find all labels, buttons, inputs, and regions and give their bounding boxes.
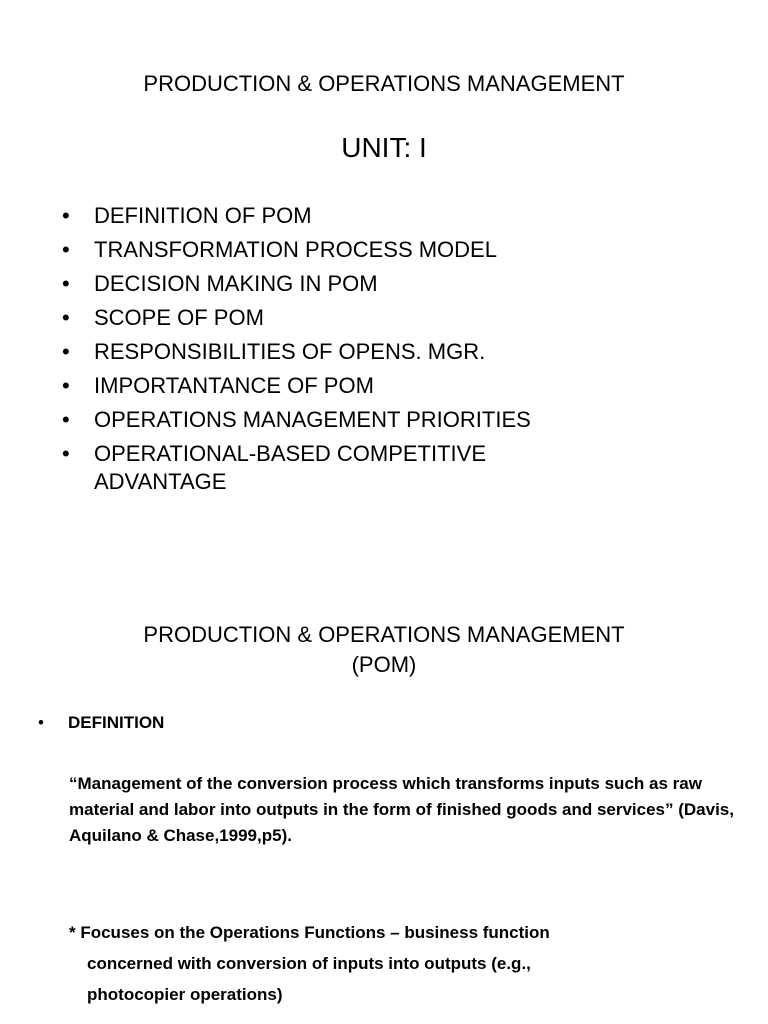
topic-label: RESPONSIBILITIES OF OPENS. MGR.	[94, 339, 486, 364]
focus-line: * Focuses on the Operations Functions – business function	[69, 923, 550, 942]
list-item	[62, 202, 622, 230]
list-item	[62, 270, 622, 298]
topic-label: TRANSFORMATION PROCESS MODEL	[94, 237, 497, 262]
definition-heading	[38, 711, 164, 735]
topic-label: OPERATIONAL-BASED COMPETITIVE ADVANTAGE	[94, 441, 486, 494]
topic-label: DEFINITION OF POM	[94, 203, 312, 228]
definition-quote: “Management of the conversion process which transforms inputs such as raw material and labor into outputs in the form of finished goods and services” (Davis, Aquilano & Chase,1999,p5).	[69, 774, 734, 845]
bullet-icon: •	[62, 305, 70, 330]
bullet-icon: •	[62, 271, 70, 296]
list-item	[62, 406, 622, 434]
bullet-icon: •	[38, 713, 44, 732]
list-item	[62, 372, 622, 400]
focus-note	[69, 917, 729, 1010]
unit-heading: UNIT: I	[341, 132, 427, 163]
bullet-icon: •	[62, 339, 70, 364]
slide-title-line1: PRODUCTION & OPERATIONS MANAGEMENT	[143, 622, 625, 647]
bullet-icon: •	[62, 441, 70, 466]
list-item	[62, 304, 622, 332]
focus-line: concerned with conversion of inputs into outputs (e.g.,	[87, 954, 531, 973]
bullet-icon: •	[62, 203, 70, 228]
bullet-icon: •	[62, 237, 70, 262]
slide-title-line2: (POM)	[351, 652, 417, 677]
topic-label: IMPORTANTANCE OF POM	[94, 373, 374, 398]
list-item	[62, 440, 594, 496]
slide-definition	[0, 560, 768, 1024]
list-item	[62, 236, 622, 264]
topic-label: OPERATIONS MANAGEMENT PRIORITIES	[94, 407, 531, 432]
slide-title	[0, 620, 768, 680]
topic-label: DECISION MAKING IN POM	[94, 271, 378, 296]
bullet-icon: •	[62, 407, 70, 432]
topic-label: SCOPE OF POM	[94, 305, 264, 330]
list-item	[62, 338, 622, 366]
focus-line: photocopier operations)	[87, 985, 283, 1004]
bullet-icon: •	[62, 373, 70, 398]
slide-title: PRODUCTION & OPERATIONS MANAGEMENT	[143, 71, 625, 96]
definition-label: DEFINITION	[68, 713, 165, 732]
topic-list	[62, 202, 622, 502]
